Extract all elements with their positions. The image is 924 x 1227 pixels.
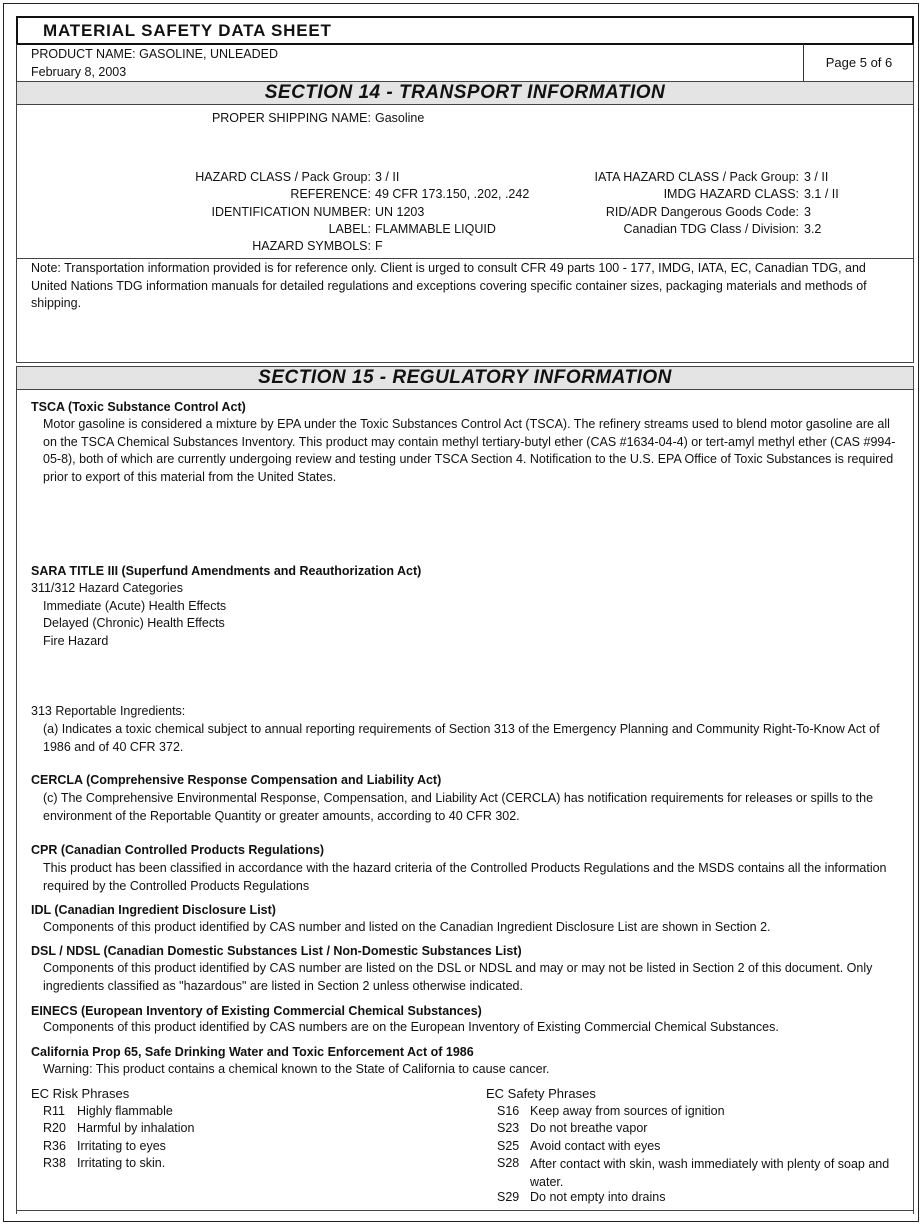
cercla-text: (c) The Comprehensive Environmental Response, Compensation, and Liability Act (CERCLA) has notification requirements for releases or spills to the environment of the Reportable Quantity or greater amounts, according to 40 CFR 302. — [43, 791, 874, 823]
page-bottom-rule — [16, 1210, 914, 1211]
ec-risk-code: R38 — [43, 1156, 66, 1170]
sara-reportable-text: (a) Indicates a toxic chemical subject to annual reporting requirements of Section 313 of the Emergency Planning and Community Right-To-Know Act of 1986 and of 40 CFR 372. — [43, 722, 880, 754]
ec-safety-code: S28 — [497, 1156, 520, 1170]
document-header — [16, 44, 914, 82]
cpr-heading: CPR (Canadian Controlled Products Regulations) — [31, 843, 325, 857]
imdg-hazard-class-value: 3.1 / II — [804, 187, 839, 201]
einecs-text: Components of this product identified by CAS numbers are on the European Inventory of Existing Commercial Chemical Substances. — [43, 1020, 779, 1034]
hazard-symbols-label: HAZARD SYMBOLS: — [252, 239, 371, 253]
product-name: PRODUCT NAME: GASOLINE, UNLEADED — [31, 47, 279, 61]
ec-risk-code: R36 — [43, 1139, 66, 1153]
hazard-symbols-value: F — [375, 239, 383, 253]
document-title-bar — [16, 16, 914, 45]
canadian-tdg-value: 3.2 — [804, 222, 822, 236]
rid-adr-code-value: 3 — [804, 205, 811, 219]
ec-safety-text: Do not empty into drains — [530, 1190, 666, 1204]
section-15-title: SECTION 15 - REGULATORY INFORMATION — [16, 366, 914, 390]
reference-label: REFERENCE: — [290, 187, 371, 201]
einecs-heading: EINECS (European Inventory of Existing Commercial Chemical Substances) — [31, 1004, 482, 1018]
tsca-heading: TSCA (Toxic Substance Control Act) — [31, 400, 246, 414]
iata-hazard-class-label: IATA HAZARD CLASS / Pack Group: — [594, 170, 799, 184]
page-number: Page 5 of 6 — [803, 44, 914, 81]
ec-safety-code: S25 — [497, 1139, 520, 1153]
rid-adr-code-label: RID/ADR Dangerous Goods Code: — [605, 205, 799, 219]
identification-number-label: IDENTIFICATION NUMBER: — [211, 205, 371, 219]
dsl-text: Components of this product identified by CAS number are listed on the DSL or NDSL and may or may not be listed in Section 2 of this document. Only ingredients classified as "hazardous" are listed in Section 2 unless otherwise indicated. — [43, 961, 873, 993]
identification-number-value: UN 1203 — [375, 205, 425, 219]
cercla-heading: CERCLA (Comprehensive Response Compensation and Liability Act) — [31, 773, 442, 787]
shipping-name-value: Gasoline — [375, 111, 425, 125]
ec-safety-text: After contact with skin, wash immediately with plenty of soap and water. — [530, 1157, 890, 1189]
ec-safety-heading: EC Safety Phrases — [486, 1086, 596, 1101]
prop65-text: Warning: This product contains a chemical known to the State of California to cause cancer. — [43, 1062, 550, 1076]
cpr-text: This product has been classified in accordance with the hazard criteria of the Controlled Products Regulations and the MSDS contains all the information required by the Controlled Products Regulations — [43, 861, 887, 893]
reference-value: 49 CFR 173.150, .202, .242 — [375, 187, 530, 201]
hazard-class-value: 3 / II — [375, 170, 400, 184]
imdg-hazard-class-label: IMDG HAZARD CLASS: — [663, 187, 799, 201]
transport-note: Note: Transportation information provided is for reference only. Client is urged to consult CFR 49 parts 100 - 177, IMDG, IATA, EC, Canadian TDG, and United Nations TDG information manuals for detailed regulations and exceptions covering specific container sizes, packaging materials and methods of shipping. — [31, 261, 867, 310]
ec-risk-text: Irritating to skin. — [77, 1156, 166, 1170]
ec-risk-code: R11 — [43, 1104, 66, 1118]
label-label: LABEL: — [328, 222, 371, 236]
canadian-tdg-label: Canadian TDG Class / Division: — [623, 222, 799, 236]
hazard-class-label: HAZARD CLASS / Pack Group: — [195, 170, 371, 184]
document-date: February 8, 2003 — [31, 65, 127, 79]
idl-heading: IDL (Canadian Ingredient Disclosure List) — [31, 903, 276, 917]
ec-safety-code: S29 — [497, 1190, 520, 1204]
iata-hazard-class-value: 3 / II — [804, 170, 829, 184]
prop65-heading: California Prop 65, Safe Drinking Water and Toxic Enforcement Act of 1986 — [31, 1045, 474, 1059]
sara-categories-label: 311/312 Hazard Categories — [31, 581, 183, 595]
ec-safety-text: Do not breathe vapor — [530, 1121, 648, 1135]
ec-safety-text: Avoid contact with eyes — [530, 1139, 661, 1153]
sara-category-item: Delayed (Chronic) Health Effects — [43, 616, 225, 630]
ec-safety-code: S23 — [497, 1121, 520, 1135]
sara-category-item: Immediate (Acute) Health Effects — [43, 599, 227, 613]
sara-reportable-label: 313 Reportable Ingredients: — [31, 704, 186, 718]
sara-category-item: Fire Hazard — [43, 634, 109, 648]
label-value: FLAMMABLE LIQUID — [375, 222, 496, 236]
ec-safety-code: S16 — [497, 1104, 520, 1118]
ec-risk-text: Irritating to eyes — [77, 1139, 166, 1153]
ec-safety-text: Keep away from sources of ignition — [530, 1104, 725, 1118]
tsca-text: Motor gasoline is considered a mixture by EPA under the Toxic Substances Control Act (TSCA). The refinery streams used to blend motor gasoline are all on the TSCA Chemical Substances Inventory. This product may contain methyl tertiary-butyl ether (CAS #1634-04-4) or tert-amyl methyl ether (CAS #994-05-8), both of which are currently undergoing review and testing under TSCA Section 4. Notification to the U.S. EPA Office of Toxic Substances is required prior to export of this material from the United States. — [43, 417, 896, 484]
idl-text: Components of this product identified by CAS number and listed on the Canadian Ingredient Disclosure List are shown in Section 2. — [43, 920, 771, 934]
section-14-title: SECTION 14 - TRANSPORT INFORMATION — [16, 81, 914, 105]
dsl-heading: DSL / NDSL (Canadian Domestic Substances List / Non-Domestic Substances List) — [31, 944, 522, 958]
ec-risk-text: Harmful by inhalation — [77, 1121, 195, 1135]
ec-risk-heading: EC Risk Phrases — [31, 1086, 130, 1101]
ec-risk-text: Highly flammable — [77, 1104, 173, 1118]
sara-heading: SARA TITLE III (Superfund Amendments and Reauthorization Act) — [31, 564, 422, 578]
ec-risk-code: R20 — [43, 1121, 66, 1135]
shipping-name-label: PROPER SHIPPING NAME: — [211, 111, 371, 125]
document-title: MATERIAL SAFETY DATA SHEET — [43, 21, 332, 40]
section-14-divider — [16, 258, 914, 259]
